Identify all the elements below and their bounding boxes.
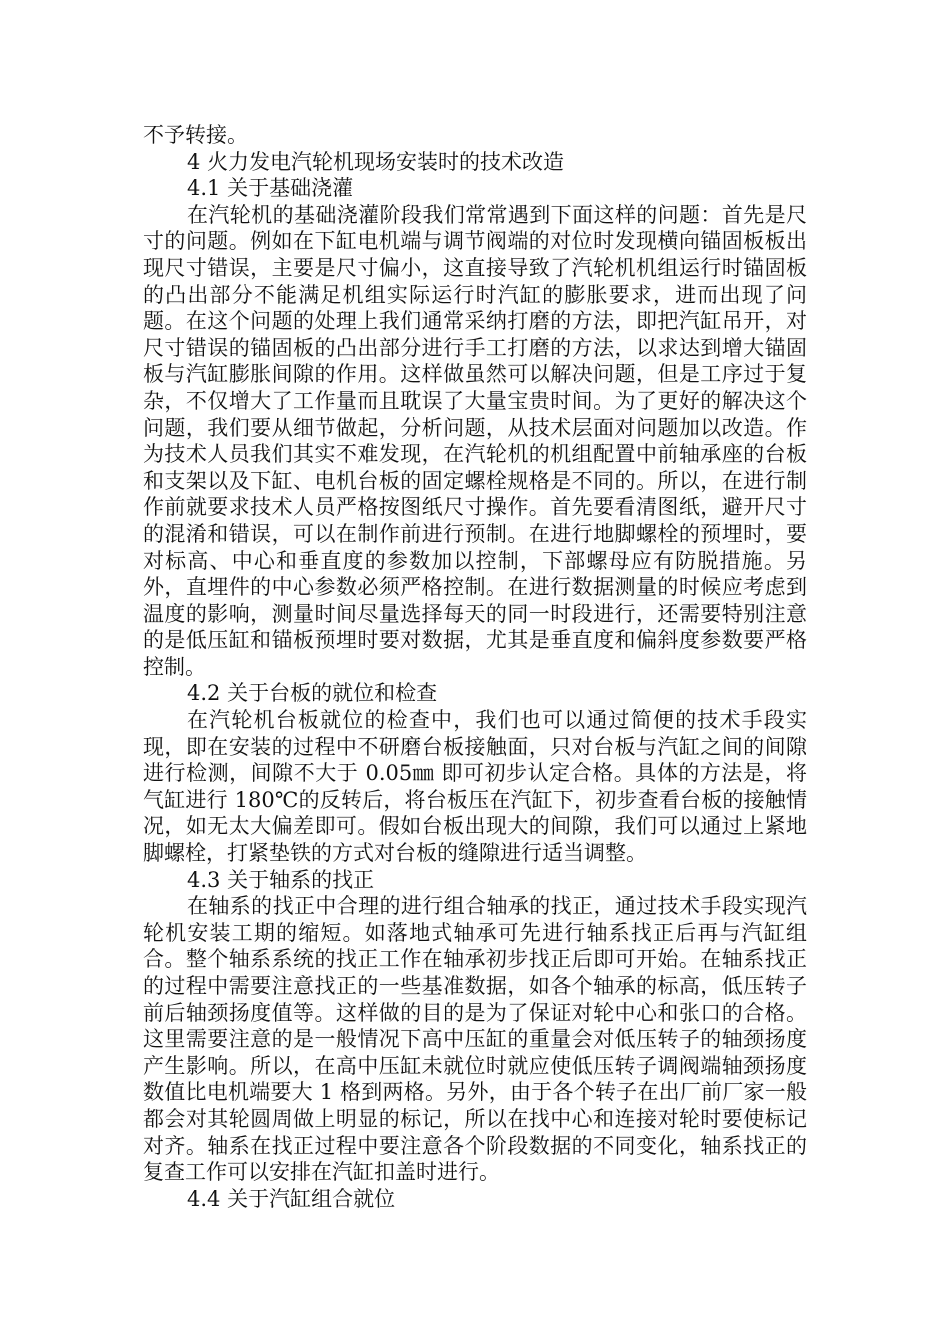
subsection-heading-4-1: 4.1 关于基础浇灌 <box>187 176 354 201</box>
section-heading-4: 4 火力发电汽轮机现场安装时的技术改造 <box>187 149 565 174</box>
paragraph-foundation-pouring: 在汽轮机的基础浇灌阶段我们常常遇到下面这样的问题：首先是尺寸的问题。例如在下缸电机端与调节阀端的对位时发现横向锚固板板出现尺寸错误，主要是尺寸偏小，这直接导致了汽轮机机组运行时锚固板的凸出部分不能满足机组实际运行时汽缸的膨胀要求，进而出现了问题。在这个问题的处理上我们通常采纳打磨的方法，即把汽缸吊开，对尺寸错误的锚固板的凸出部分进行手工打磨的方法，以求达到增大锚固板与汽缸膨胀间隙的作用。这样做虽然可以解决问题，但是工序过于复杂，不仅增大了工作量而且耽误了大量宝贵时间。为了更好的解决这个问题，我们要从细节做起，分析问题，从技术层面对问题加以改造。作为技术人员我们其实不难发现，在汽轮机的机组配置中前轴承座的台板和支架以及下缸、电机台板的固定螺栓规格是不同的。所以，在进行制作前就要求技术人员严格按图纸尺寸操作。首先要看清图纸，避开尺寸的混淆和错误，可以在制作前进行预制。在进行地脚螺栓的预埋时，要对标高、中心和垂直度的参数加以控制，下部螺母应有防脱措施。另外，直埋件的中心参数必须严格控制。在进行数据测量的时候应考虑到温度的影响，测量时间尽量选择每天的同一时段进行，还需要特别注意的是低压缸和锚板预埋时要对数据，尤其是垂直度和偏斜度参数要严格控制。 <box>143 202 807 679</box>
subsection-heading-4-3: 4.3 关于轴系的找正 <box>187 867 375 892</box>
paragraph-base-plate-check: 在汽轮机台板就位的检查中，我们也可以通过简便的技术手段实现，即在安装的过程中不研磨台板接触面，只对台板与汽缸之间的间隙进行检测，间隙不大于 0.05㎜ 即可初步认定合格。具体的方法是，将气缸进行 180℃的反转后，将台板压在汽缸下，初步查看台板的接触情况，如无太大偏差即可。假如台板出现大的间隙，我们可以通过上紧地脚螺栓，打紧垫铁的方式对台板的缝隙进行适当调整。 <box>143 708 807 866</box>
subsection-heading-4-4: 4.4 关于汽缸组合就位 <box>187 1186 396 1211</box>
paragraph-shaft-alignment: 在轴系的找正中合理的进行组合轴承的找正，通过技术手段实现汽轮机安装工期的缩短。如落地式轴承可先进行轴系找正后再与汽缸组合。整个轴系系统的找正工作在轴承初步找正后即可开始。在轴系找正的过程中需要注意找正的一些基准数据，如各个轴承的标高，低压转子前后轴颈扬度值等。这样做的目的是为了保证对轮中心和张口的合格。这里需要注意的是一般情况下高中压缸的重量会对低压转子的轴颈扬度产生影响。所以，在高中压缸未就位时就应使低压转子调阀端轴颈扬度数值比电机端要大 1 格到两格。另外，由于各个转子在出厂前厂家一般都会对其轮圆周做上明显的标记，所以在找中心和连接对轮时要使标记对齐。轴系在找正过程中要注意各个阶段数据的不同变化，轴系找正的复查工作可以安排在汽缸扣盖时进行。 <box>143 894 807 1185</box>
subsection-heading-4-2: 4.2 关于台板的就位和检查 <box>187 681 438 706</box>
document-page <box>143 122 807 1212</box>
paragraph-continuation: 不予转接。 <box>143 123 248 147</box>
